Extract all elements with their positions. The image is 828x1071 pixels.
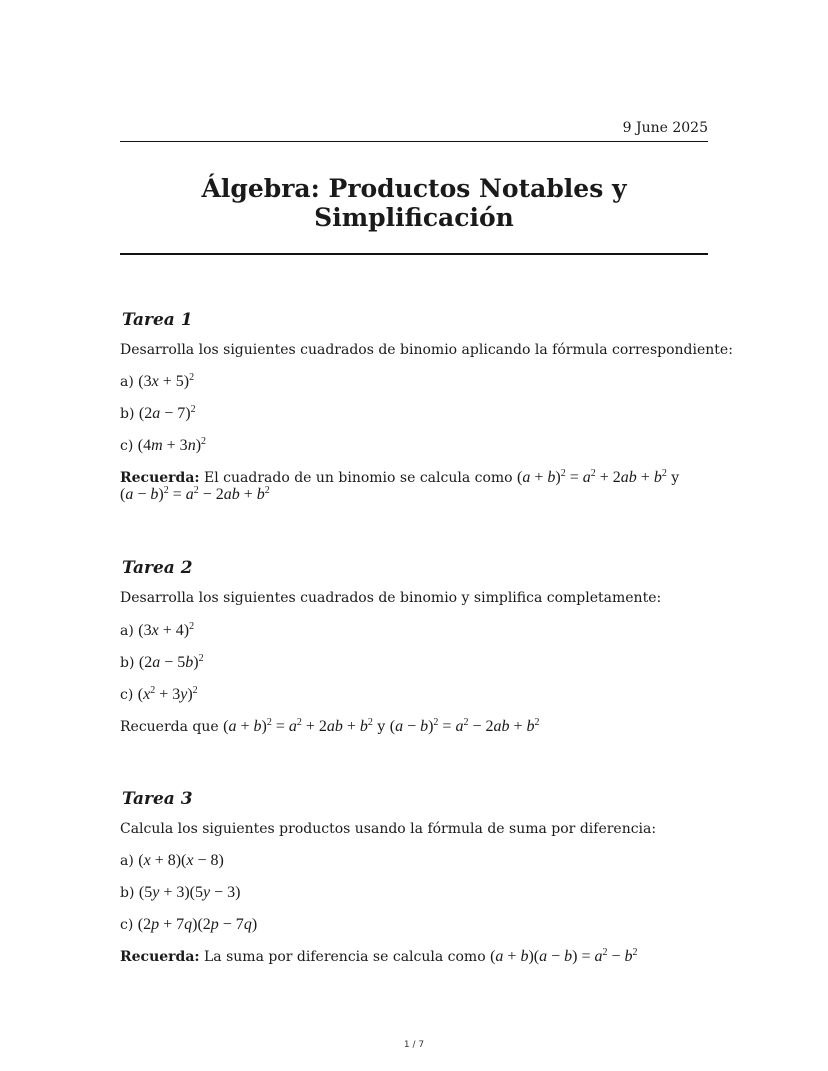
item-expression: $(2a - 5b)^2$ (138, 653, 204, 671)
item-label: a) (120, 374, 134, 390)
task-3-item-c (120, 916, 257, 934)
task-3-item-a (120, 852, 224, 870)
task-2-item-b (120, 654, 204, 672)
item-label: c) (120, 917, 134, 933)
task-2-title: Tarea 2 (122, 558, 193, 578)
item-expression: $(3x + 4)^2$ (138, 621, 195, 639)
task-3-title: Tarea 3 (122, 789, 193, 809)
item-expression: $(4m + 3n)^2$ (137, 436, 207, 454)
task-1-item-b (120, 405, 196, 423)
item-label: b) (120, 406, 135, 422)
task-3-note: Recuerda: La suma por diferencia se calcula como $(a + b)(a - b) = a^2 - b^2$ (120, 947, 638, 965)
task-2-item-a (120, 622, 194, 640)
item-expression: $(2a - 7)^2$ (138, 404, 196, 422)
document-date: 9 June 2025 (622, 120, 708, 136)
task-1-title: Tarea 1 (122, 310, 193, 330)
task-2-item-c (120, 686, 198, 704)
document-title: Álgebra: Productos Notables y Simplificación (201, 174, 627, 232)
task-1-note-cont: $(a - b)^2 = a^2 - 2ab + b^2$ (120, 485, 270, 503)
item-expression: $(3x + 5)^2$ (138, 372, 195, 390)
task-1-item-c (120, 437, 206, 455)
item-label: c) (120, 687, 134, 703)
item-label: a) (120, 623, 134, 639)
item-label: c) (120, 438, 134, 454)
note-label: Recuerda: (120, 949, 200, 965)
task-2-note: Recuerda que $(a + b)^2 = a^2 + 2ab + b^2$ y $(a - b)^2 = a^2 - 2ab + b^2$ (120, 717, 540, 735)
item-label: b) (120, 885, 135, 901)
task-1-instruction: Desarrolla los siguientes cuadrados de binomio aplicando la fórmula correspondiente: (120, 342, 733, 358)
page-number: 1 / 7 (403, 1040, 425, 1050)
item-label: b) (120, 655, 135, 671)
note-label: Recuerda: (120, 470, 200, 486)
task-3-item-b (120, 884, 240, 902)
item-expression: (2p + 7q)(2p − 7q) (137, 916, 258, 933)
task-2-instruction: Desarrolla los siguientes cuadrados de binomio y simplifica completamente: (120, 590, 662, 606)
header-rule (120, 141, 708, 142)
task-3-instruction: Calcula los siguientes productos usando la fórmula de suma por diferencia: (120, 821, 657, 837)
title-rule (120, 253, 708, 255)
item-expression: $(x^2 + 3y)^2$ (137, 685, 198, 703)
item-expression: (x + 8)(x − 8) (138, 852, 224, 869)
item-expression: (5y + 3)(5y − 3) (138, 884, 241, 901)
item-label: a) (120, 853, 134, 869)
task-1-note: Recuerda: El cuadrado de un binomio se calcula como $(a + b)^2 = a^2 + 2ab + b^2$ y (120, 468, 680, 486)
task-1-item-a (120, 373, 194, 391)
